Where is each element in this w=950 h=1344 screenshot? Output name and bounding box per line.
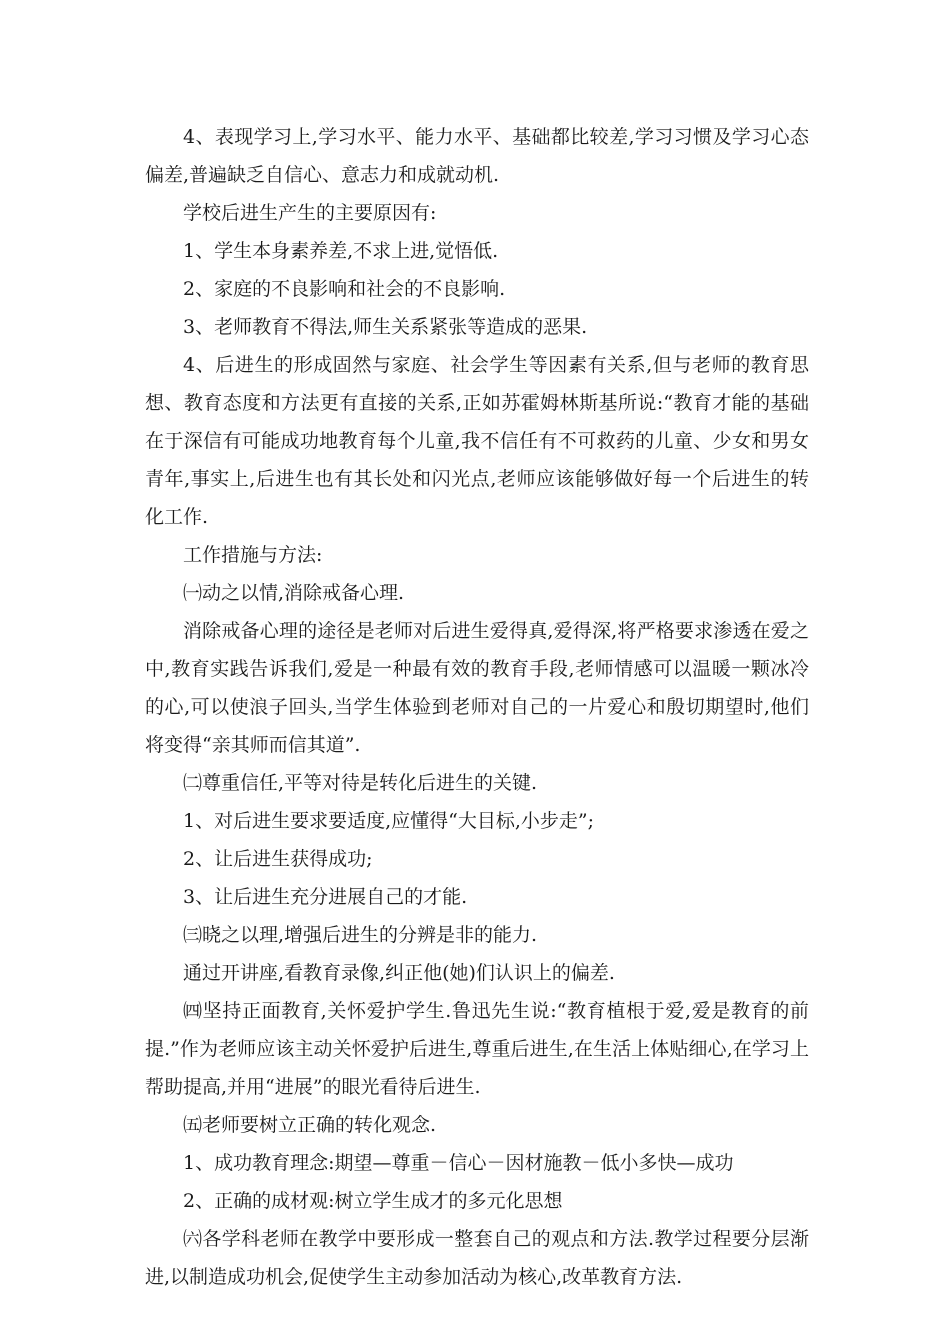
paragraph-measure-4: ㈣坚持正面教育,关怀爱护学生.鲁迅先生说:“教育植根于爱,爱是教育的前提.”作为老师应该主动关怀爱护后进生,尊重后进生,在生活上体贴细心,在学习上帮助提高,并用“进展”的眼光看待后进生. xyxy=(145,1000,809,1098)
paragraph-measure-3-body: 通过开讲座,看教育录像,纠正他(她)们认识上的偏差. xyxy=(183,962,615,984)
paragraph-measure-5-item-2: 2、正确的成材观:树立学生成才的多元化思想 xyxy=(183,1190,563,1212)
paragraph-measure-2-item-2: 2、让后进生获得成功; xyxy=(183,848,373,870)
paragraph-measure-2-item-3: 3、让后进生充分进展自己的才能. xyxy=(183,886,468,908)
paragraph-measure-6: ㈥各学科老师在教学中要形成一整套自己的观点和方法.教学过程要分层渐进,以制造成功机会,促使学生主动参加活动为核心,改革教育方法. xyxy=(145,1228,809,1288)
paragraph-item-4-performance: 4、表现学习上,学习水平、能力水平、基础都比较差,学习习惯及学习心态偏差,普遍缺乏自信心、意志力和成就动机. xyxy=(145,126,809,186)
paragraph-cause-2: 2、家庭的不良影响和社会的不良影响. xyxy=(183,278,506,300)
paragraph-causes-heading: 学校后进生产生的主要原因有: xyxy=(183,202,437,224)
paragraph-measure-5-title: ㈤老师要树立正确的转化观念. xyxy=(183,1114,437,1136)
document-body xyxy=(145,118,809,1296)
paragraph-measure-1-body: 消除戒备心理的途径是老师对后进生爱得真,爱得深,将严格要求渗透在爱之中,教育实践告诉我们,爱是一种最有效的教育手段,老师情感可以温暖一颗冰冷的心,可以使浪子回头,当学生体验到老师对自己的一片爱心和殷切期望时,他们将变得“亲其师而信其道”. xyxy=(145,620,809,756)
paragraph-measure-2-title: ㈡尊重信任,平等对待是转化后进生的关键. xyxy=(183,772,538,794)
paragraph-cause-1: 1、学生本身素养差,不求上进,觉悟低. xyxy=(183,240,499,262)
paragraph-measure-3-title: ㈢晓之以理,增强后进生的分辨是非的能力. xyxy=(183,924,538,946)
paragraph-cause-4: 4、后进生的形成固然与家庭、社会学生等因素有关系,但与老师的教育思想、教育态度和方法更有直接的关系,正如苏霍姆林斯基所说:“教育才能的基础在于深信有可能成功地教育每个儿童,我不信任有不可救药的儿童、少女和男女青年,事实上,后进生也有其长处和闪光点,老师应该能够做好每一个后进生的转化工作. xyxy=(145,354,809,528)
paragraph-measures-heading: 工作措施与方法: xyxy=(183,544,323,566)
paragraph-measure-1-title: ㈠动之以情,消除戒备心理. xyxy=(183,582,405,604)
paragraph-measure-5-item-1: 1、成功教育理念:期望—尊重－信心－因材施教－低小多快—成功 xyxy=(183,1152,734,1174)
paragraph-cause-3: 3、老师教育不得法,师生关系紧张等造成的恶果. xyxy=(183,316,588,338)
paragraph-measure-2-item-1: 1、对后进生要求要适度,应懂得“大目标,小步走”; xyxy=(183,810,594,832)
